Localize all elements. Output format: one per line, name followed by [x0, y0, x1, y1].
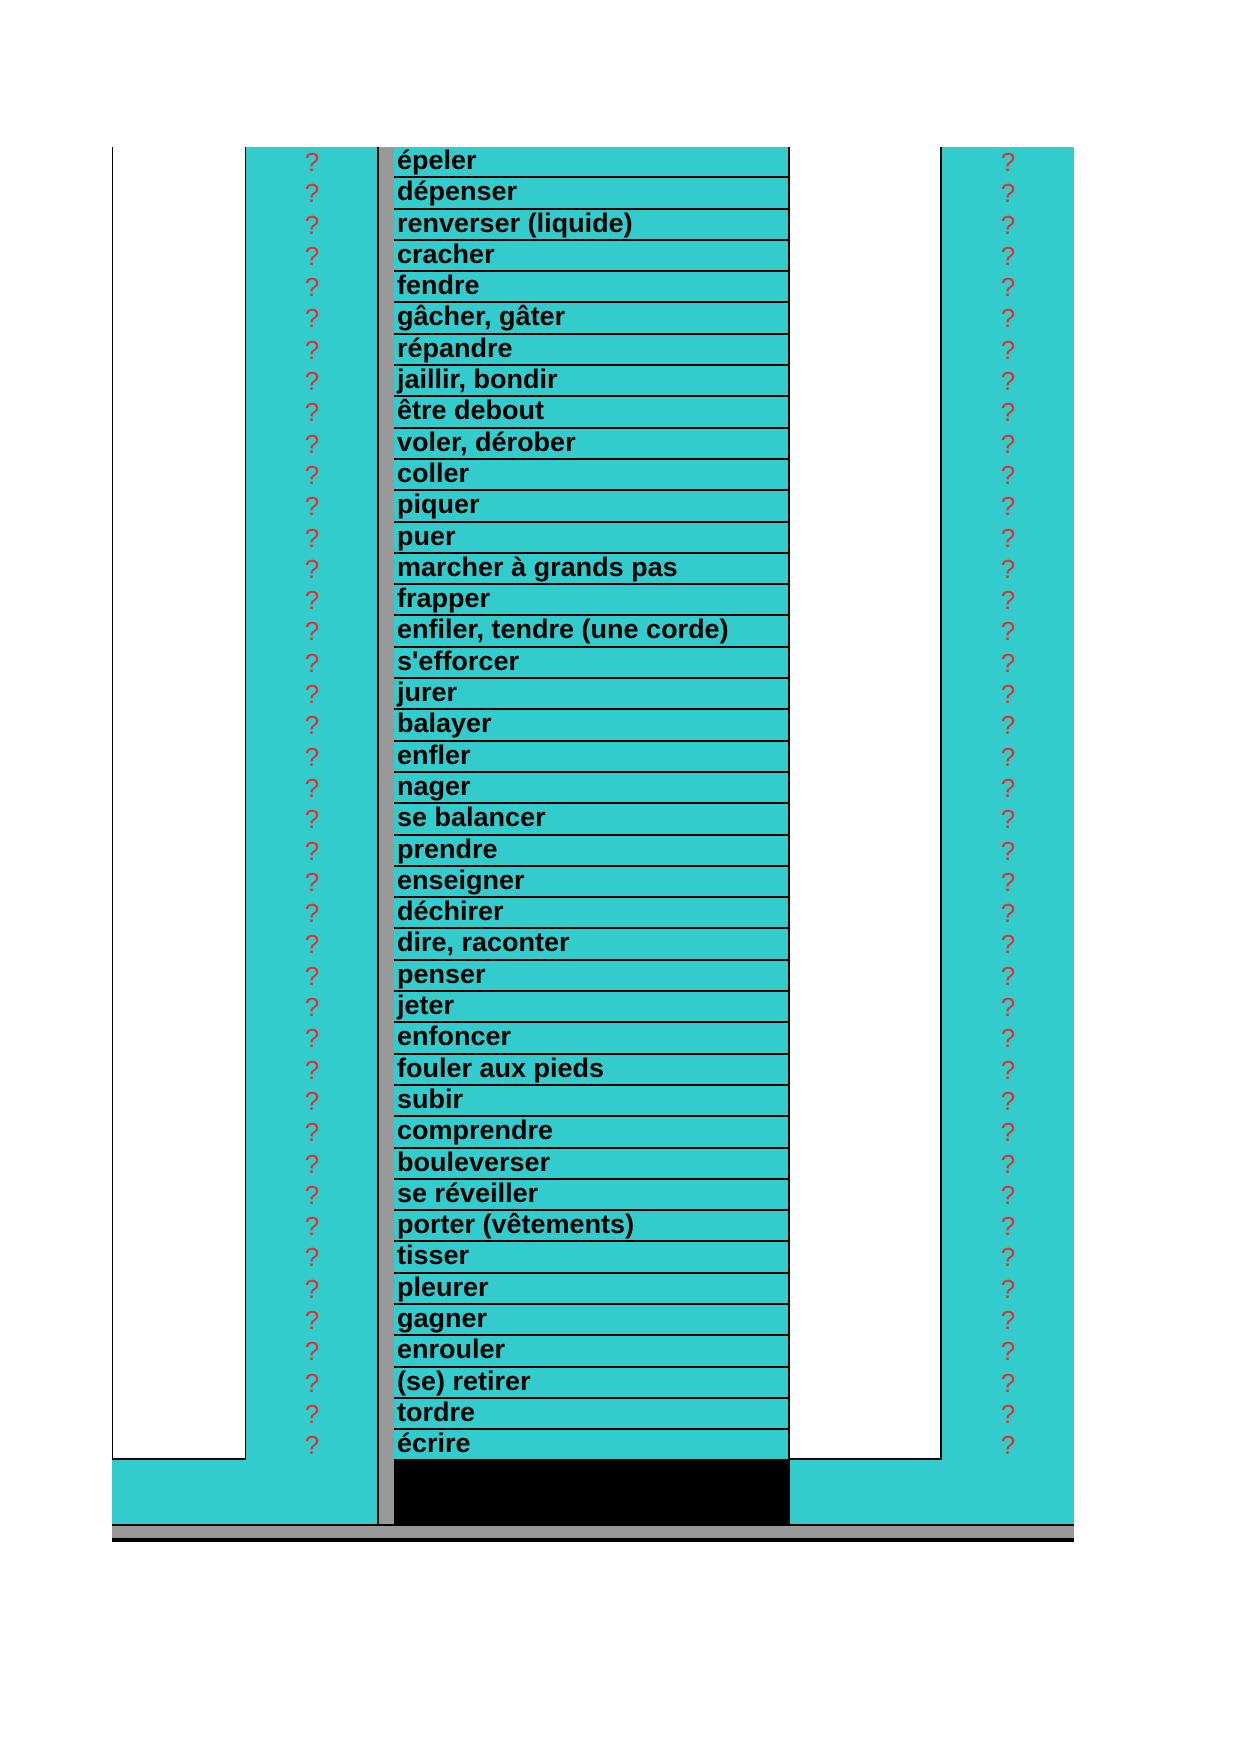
- question-mark-right: ?: [1000, 1430, 1016, 1461]
- question-mark-right: ?: [1000, 1148, 1016, 1179]
- question-mark-right: ?: [1000, 1054, 1016, 1085]
- question-mark-left: ?: [304, 209, 320, 240]
- question-mark-right: ?: [1000, 272, 1016, 303]
- question-mark-left: ?: [304, 804, 320, 835]
- question-mark-right: ?: [1000, 553, 1016, 584]
- question-mark-left: ?: [304, 835, 320, 866]
- question-mark-left: ?: [304, 1054, 320, 1085]
- question-mark-right: ?: [1000, 522, 1016, 553]
- question-mark-left: ?: [304, 240, 320, 271]
- question-mark-right: ?: [1000, 1273, 1016, 1304]
- word-cell: piquer: [394, 491, 788, 522]
- question-mark-left: ?: [304, 1242, 320, 1273]
- question-mark-left: ?: [304, 1336, 320, 1367]
- question-mark-left: ?: [304, 710, 320, 741]
- question-mark-left: ?: [304, 898, 320, 929]
- question-mark-right: ?: [1000, 804, 1016, 835]
- question-mark-right: ?: [1000, 647, 1016, 678]
- question-mark-left: ?: [304, 772, 320, 803]
- question-mark-left: ?: [304, 178, 320, 209]
- word-cell: tisser: [394, 1242, 788, 1273]
- question-mark-left: ?: [304, 553, 320, 584]
- question-mark-right: ?: [1000, 240, 1016, 271]
- question-mark-right: ?: [1000, 679, 1016, 710]
- question-mark-right: ?: [1000, 397, 1016, 428]
- question-mark-left: ?: [304, 1211, 320, 1242]
- question-mark-right: ?: [1000, 960, 1016, 991]
- word-cell: porter (vêtements): [394, 1211, 788, 1242]
- question-mark-left: ?: [304, 929, 320, 960]
- question-mark-right: ?: [1000, 428, 1016, 459]
- question-mark-left: ?: [304, 1273, 320, 1304]
- question-mark-right: ?: [1000, 491, 1016, 522]
- question-mark-left: ?: [304, 616, 320, 647]
- question-mark-right: ?: [1000, 334, 1016, 365]
- word-cell: enseigner: [394, 867, 788, 898]
- word-cell: fouler aux pieds: [394, 1055, 788, 1086]
- word-cell: balayer: [394, 710, 788, 741]
- word-cell: épeler: [394, 147, 788, 178]
- question-mark-left: ?: [304, 334, 320, 365]
- question-mark-right: ?: [1000, 898, 1016, 929]
- question-mark-left: ?: [304, 303, 320, 334]
- word-cell: comprendre: [394, 1117, 788, 1148]
- word-cell: coller: [394, 460, 788, 491]
- word-cell: enfler: [394, 742, 788, 773]
- word-cell: voler, dérober: [394, 429, 788, 460]
- question-mark-left: ?: [304, 960, 320, 991]
- question-mark-right: ?: [1000, 866, 1016, 897]
- word-cell: tordre: [394, 1399, 788, 1430]
- word-cell: enrouler: [394, 1336, 788, 1367]
- marker-column-left: [245, 147, 377, 1460]
- word-cell: écrire: [394, 1430, 788, 1461]
- question-mark-left: ?: [304, 147, 320, 177]
- question-mark-right: ?: [1000, 459, 1016, 490]
- word-cell: enfoncer: [394, 1023, 788, 1054]
- question-mark-right: ?: [1000, 147, 1016, 177]
- question-mark-left: ?: [304, 992, 320, 1023]
- question-mark-left: ?: [304, 1085, 320, 1116]
- word-cell: penser: [394, 961, 788, 992]
- word-cell: prendre: [394, 836, 788, 867]
- marker-list-right: [942, 147, 1074, 1461]
- word-cell: jeter: [394, 992, 788, 1023]
- question-mark-left: ?: [304, 1304, 320, 1335]
- question-mark-left: ?: [304, 585, 320, 616]
- footer-left-band: [112, 1460, 377, 1524]
- word-cell: se balancer: [394, 804, 788, 835]
- question-mark-right: ?: [1000, 1085, 1016, 1116]
- word-cell: enfiler, tendre (une corde): [394, 616, 788, 647]
- word-cell: marcher à grands pas: [394, 554, 788, 585]
- word-cell: être debout: [394, 397, 788, 428]
- question-mark-left: ?: [304, 272, 320, 303]
- question-mark-right: ?: [1000, 1211, 1016, 1242]
- word-cell: fendre: [394, 272, 788, 303]
- word-cell: gâcher, gâter: [394, 303, 788, 334]
- question-mark-left: ?: [304, 1367, 320, 1398]
- question-mark-right: ?: [1000, 1367, 1016, 1398]
- word-cell: s'efforcer: [394, 648, 788, 679]
- word-cell: subir: [394, 1086, 788, 1117]
- word-cell: (se) retirer: [394, 1368, 788, 1399]
- word-cell: frapper: [394, 585, 788, 616]
- question-mark-left: ?: [304, 679, 320, 710]
- question-mark-left: ?: [304, 647, 320, 678]
- word-cell: déchirer: [394, 898, 788, 929]
- footer-rule: [112, 1524, 1074, 1542]
- question-mark-left: ?: [304, 491, 320, 522]
- question-mark-right: ?: [1000, 1117, 1016, 1148]
- french-word-list: [394, 147, 788, 1461]
- word-cell: jaillir, bondir: [394, 366, 788, 397]
- question-mark-right: ?: [1000, 741, 1016, 772]
- question-mark-left: ?: [304, 741, 320, 772]
- marker-column-right: [942, 147, 1074, 1460]
- question-mark-right: ?: [1000, 1398, 1016, 1429]
- column-separator: [377, 147, 394, 1529]
- question-mark-right: ?: [1000, 178, 1016, 209]
- footer-middle-band: [394, 1460, 790, 1524]
- word-cell: gagner: [394, 1305, 788, 1336]
- question-mark-left: ?: [304, 397, 320, 428]
- marker-list-left: [246, 147, 378, 1461]
- question-mark-right: ?: [1000, 1304, 1016, 1335]
- question-mark-left: ?: [304, 366, 320, 397]
- word-cell: puer: [394, 523, 788, 554]
- word-cell: renverser (liquide): [394, 210, 788, 241]
- word-cell: répandre: [394, 335, 788, 366]
- word-cell: se réveiller: [394, 1180, 788, 1211]
- answer-column-left-blank: [112, 147, 245, 1460]
- verb-table: [112, 147, 1074, 1544]
- footer-right-band: [790, 1460, 1074, 1524]
- question-mark-left: ?: [304, 428, 320, 459]
- answer-column-right-blank: [790, 147, 942, 1460]
- question-mark-left: ?: [304, 459, 320, 490]
- word-cell: nager: [394, 773, 788, 804]
- question-mark-right: ?: [1000, 992, 1016, 1023]
- word-cell: pleurer: [394, 1274, 788, 1305]
- question-mark-right: ?: [1000, 772, 1016, 803]
- question-mark-right: ?: [1000, 929, 1016, 960]
- question-mark-right: ?: [1000, 616, 1016, 647]
- question-mark-right: ?: [1000, 1336, 1016, 1367]
- word-cell: dire, raconter: [394, 929, 788, 960]
- question-mark-right: ?: [1000, 209, 1016, 240]
- question-mark-right: ?: [1000, 710, 1016, 741]
- question-mark-right: ?: [1000, 303, 1016, 334]
- question-mark-right: ?: [1000, 835, 1016, 866]
- question-mark-left: ?: [304, 1430, 320, 1461]
- question-mark-right: ?: [1000, 366, 1016, 397]
- word-cell: dépenser: [394, 178, 788, 209]
- question-mark-left: ?: [304, 866, 320, 897]
- word-cell: cracher: [394, 241, 788, 272]
- question-mark-left: ?: [304, 1179, 320, 1210]
- word-cell: bouleverser: [394, 1149, 788, 1180]
- question-mark-right: ?: [1000, 1023, 1016, 1054]
- question-mark-left: ?: [304, 1023, 320, 1054]
- question-mark-right: ?: [1000, 1242, 1016, 1273]
- question-mark-left: ?: [304, 1117, 320, 1148]
- word-cell: jurer: [394, 679, 788, 710]
- question-mark-left: ?: [304, 1398, 320, 1429]
- question-mark-right: ?: [1000, 1179, 1016, 1210]
- question-mark-right: ?: [1000, 585, 1016, 616]
- question-mark-left: ?: [304, 522, 320, 553]
- question-mark-left: ?: [304, 1148, 320, 1179]
